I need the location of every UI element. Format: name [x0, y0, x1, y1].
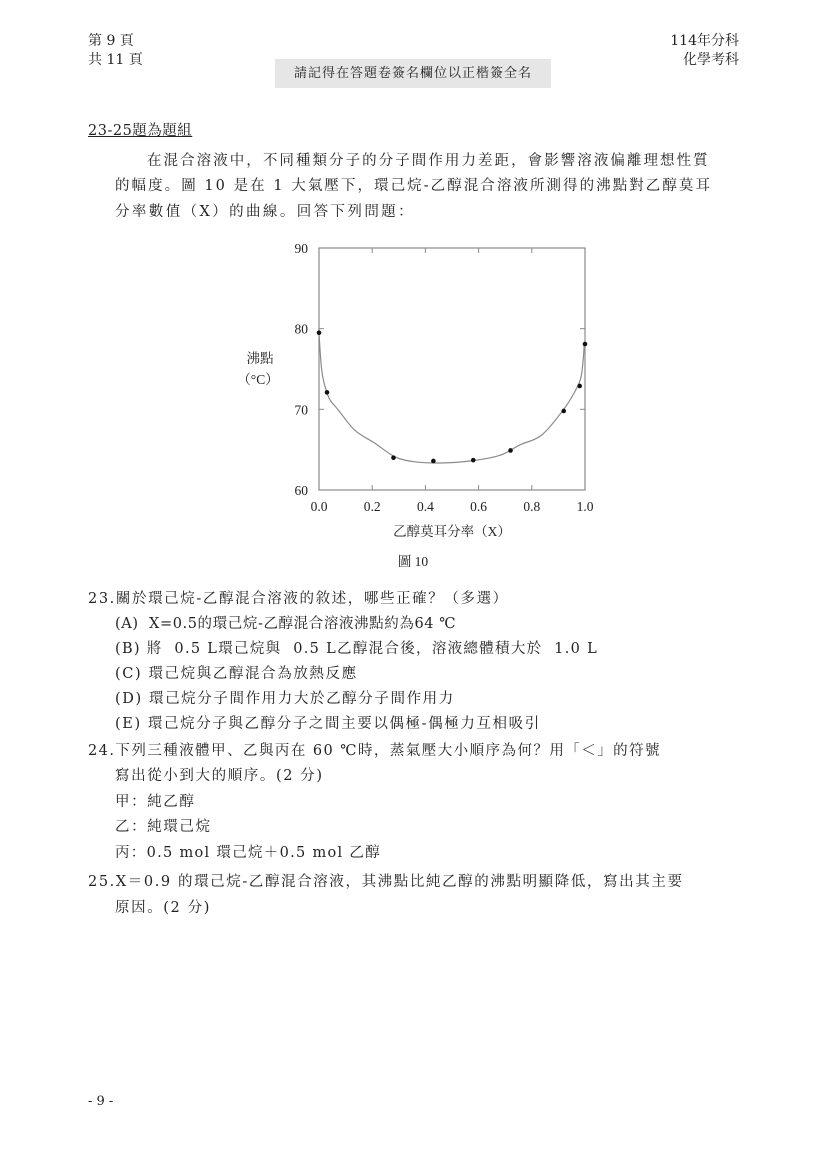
- subject-label: 化學考科: [683, 52, 739, 68]
- x-tick-label: 0.6: [470, 499, 488, 514]
- intro-line-1: 在混合溶液中，不同種類分子的分子間作用力差距，會影響溶液偏離理想性質: [147, 153, 710, 169]
- fitted-curve-line: [319, 334, 584, 464]
- option-label: (C): [115, 666, 143, 682]
- footer-page-number: - 9 -: [88, 1094, 114, 1109]
- question-text: X＝0.9 的環己烷-乙醇混合溶液，其沸點比純乙醇的沸點明顯降低，寫出其主要: [115, 874, 684, 890]
- data-point: [583, 342, 588, 347]
- option-text: X=0.5的環己烷-乙醇混合溶液沸點約為64 ℃: [149, 616, 457, 632]
- measured-points: [317, 330, 588, 463]
- y-tick-label: 60: [294, 483, 308, 498]
- data-point: [577, 384, 582, 389]
- total-pages-label: 共 11 頁: [88, 52, 143, 68]
- question-text: 下列三種液體甲、乙與丙在 60 ℃時，蒸氣壓大小順序為何？用「＜」的符號: [115, 743, 662, 759]
- question-text: 關於環己烷-乙醇混合溶液的敘述，哪些正確？（多選）: [115, 591, 509, 607]
- intro-line-3: 分率數值（X）的曲線。回答下列問題：: [115, 204, 416, 220]
- question-number: 24.: [88, 743, 116, 759]
- y-tick-labels: [295, 241, 309, 498]
- question-24-stem: [88, 742, 661, 760]
- signature-notice: 請記得在答題卷簽名欄位以正楷簽全名: [275, 59, 551, 88]
- x-tick-label: 1.0: [576, 499, 594, 514]
- option-b: [115, 640, 598, 658]
- y-tick-label: 80: [294, 321, 308, 337]
- exam-year-label: 114年分科: [670, 33, 739, 49]
- option-text: 環己烷分子間作用力大於乙醇分子間作用力: [148, 691, 455, 707]
- liquid-item-jia: 甲：純乙醇: [115, 794, 196, 810]
- question-number: 25.: [88, 874, 116, 890]
- question-23-stem: [88, 590, 509, 608]
- data-point: [391, 455, 396, 460]
- question-number: 23.: [88, 591, 116, 607]
- question-25-line-2: 原因。(2 分): [115, 900, 211, 916]
- data-point: [508, 448, 513, 453]
- x-tick-label: 0.2: [363, 499, 381, 514]
- option-label: (A): [115, 616, 139, 632]
- question-24-line-2: 寫出從小到大的順序。(2 分): [115, 768, 324, 784]
- x-axis-label: 乙醇莫耳分率（X）: [393, 524, 511, 539]
- intro-line-2: 的幅度。圖 10 是在 1 大氣壓下，環己烷-乙醇混合溶液所測得的沸點對乙醇莫耳: [115, 178, 713, 194]
- question-25-stem: [88, 873, 684, 891]
- data-point: [325, 390, 330, 395]
- data-point: [471, 458, 476, 463]
- option-label: (D): [115, 691, 143, 707]
- option-label: (B): [115, 641, 141, 657]
- option-a: [115, 615, 456, 633]
- page-number-label: 第 9 頁: [88, 33, 134, 49]
- option-d: [115, 690, 455, 708]
- data-point: [561, 409, 566, 414]
- figure-caption: 圖 10: [397, 554, 429, 569]
- plot-frame: [319, 248, 585, 490]
- y-axis-label-line2: （°C）: [237, 372, 279, 387]
- y-tick-label: 70: [294, 402, 308, 418]
- option-e: [115, 715, 541, 733]
- x-tick-label: 0.8: [523, 499, 541, 514]
- x-tick-label: 0.4: [416, 499, 434, 514]
- data-point: [431, 459, 436, 464]
- section-title: 23-25題為題組: [88, 123, 193, 139]
- liquid-item-bing: 丙：0.5 mol 環己烷＋0.5 mol 乙醇: [115, 845, 381, 861]
- y-tick-label: 90: [294, 241, 308, 256]
- y-axis-label-line1: 沸點: [246, 351, 274, 366]
- option-text: 將 0.5 L環己烷與 0.5 L乙醇混合後，溶液總體積大於 1.0 L: [146, 641, 599, 657]
- axis-ticks: [319, 248, 585, 490]
- option-text: 環己烷與乙醇混合為放熱反應: [148, 666, 358, 682]
- data-point: [317, 330, 322, 335]
- option-text: 環己烷分子與乙醇分子之間主要以偶極-偶極力互相吸引: [147, 716, 541, 732]
- x-tick-label: 0.0: [310, 499, 328, 514]
- option-c: [115, 665, 358, 683]
- x-tick-labels: [311, 499, 594, 514]
- liquid-item-yi: 乙：純環己烷: [115, 819, 212, 835]
- option-label: (E): [115, 716, 142, 732]
